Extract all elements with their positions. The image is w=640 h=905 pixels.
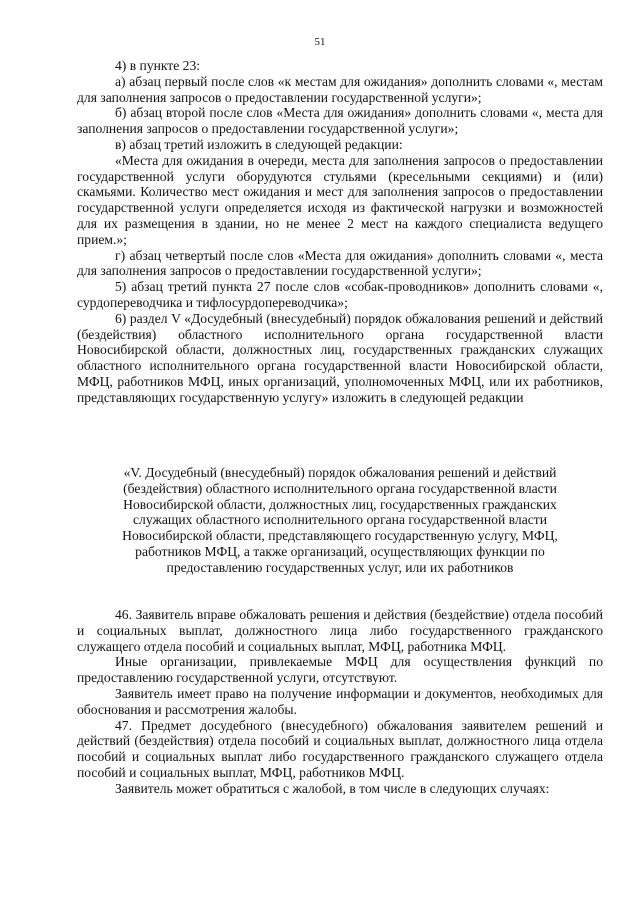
section-heading-line: служащих областного исполнительного органа государственной власти: [133, 512, 547, 528]
paragraph-item-4: 4) в пункте 23:: [115, 58, 201, 73]
section-heading-line: Новосибирской области, представляющего государственную услугу, МФЦ,: [122, 528, 558, 544]
paragraph-subitem-v: в) абзац третий изложить в следующей редакции:: [115, 136, 403, 152]
paragraph-46: 46. Заявитель вправе обжаловать решения и действия (бездействие) отдела пособий и социальных выплат, должностного лица либо государственного гражданского служащего отдела пособий и социальных выплат, МФЦ, работника МФЦ.: [77, 607, 603, 654]
paragraph-quoted-text: «Места для ожидания в очереди, места для заполнения запросов о предоставлении государственной услуги оборудуются стульями (кресельными секциями) и (или) скамьями. Количество мест ожидания и мест для заполнения запросов о предоставлении государственной услуги определяется исходя из фактической нагрузки и возможностей для их размещения в здании, но не менее 2 мест на каждого специалиста ведущего прием.»;: [77, 152, 603, 247]
paragraph-complaint-cases: Заявитель может обратиться с жалобой, в том числе в следующих случаях:: [115, 780, 550, 796]
paragraph-subitem-b: б) абзац второй после слов «Места для ожидания» дополнить словами «, места для заполнения запросов о предоставлении государственной услуги»;: [77, 105, 603, 137]
section-body-text: [77, 607, 603, 797]
section-heading-line: (бездействия) областного исполнительного органа государственной власти: [123, 480, 557, 496]
section-heading-line: работников МФЦ, а также организаций, осуществляющих функции по: [135, 543, 545, 559]
paragraph-item-5: 5) абзац третий пункта 27 после слов «собак-проводников» дополнить словами «, сурдопереводчика и тифлосурдопереводчика»;: [77, 279, 603, 310]
section-heading-line: Новосибирской области, должностных лиц, государственных гражданских: [123, 496, 557, 512]
page-number: 51: [314, 36, 326, 48]
paragraph-right-to-information: Заявитель имеет право на получение информации и документов, необходимых для обоснования и рассмотрения жалобы.: [77, 685, 603, 717]
paragraph-47: 47. Предмет досудебного (внесудебного) обжалования заявителем решений и действий (бездействия) отдела пособий и социальных выплат, должностного лица отдела пособий и социальных выплат либо государственного гражданского служащего отдела пособий и социальных выплат, МФЦ, работников МФЦ.: [77, 717, 603, 780]
paragraph-subitem-a: а) абзац первый после слов «к местам для ожидания» дополнить словами «, местам для заполнения запросов о предоставлении государственной услуги»;: [77, 73, 603, 105]
section-heading-line: предоставлению государственных услуг, или их работников: [166, 559, 514, 575]
section-heading-line: «V. Досудебный (внесудебный) порядок обжалования решений и действий: [123, 465, 557, 480]
paragraph-item-6: 6) раздел V «Досудебный (внесудебный) порядок обжалования решений и действий (бездействия) областного исполнительного органа государственной власти Новосибирской области, должностных лиц, государственных гражданских служащих областного исполнительного органа государственной власти Новосибирской области, МФЦ, работников МФЦ, иных организаций, уполномоченных МФЦ, или их работников, представляющих государственную услугу» изложить в следующей редакции: [77, 310, 603, 405]
paragraph-subitem-g: г) абзац четвертый после слов «Места для ожидания» дополнить словами «, места для заполнения запросов о предоставлении государственной услуги»;: [77, 247, 603, 279]
amendments-text: [77, 58, 603, 406]
paragraph-other-organizations: Иные организации, привлекаемые МФЦ для осуществления функций по предоставлению государственной услуги, отсутствуют.: [77, 654, 603, 686]
section-heading: [77, 465, 603, 576]
